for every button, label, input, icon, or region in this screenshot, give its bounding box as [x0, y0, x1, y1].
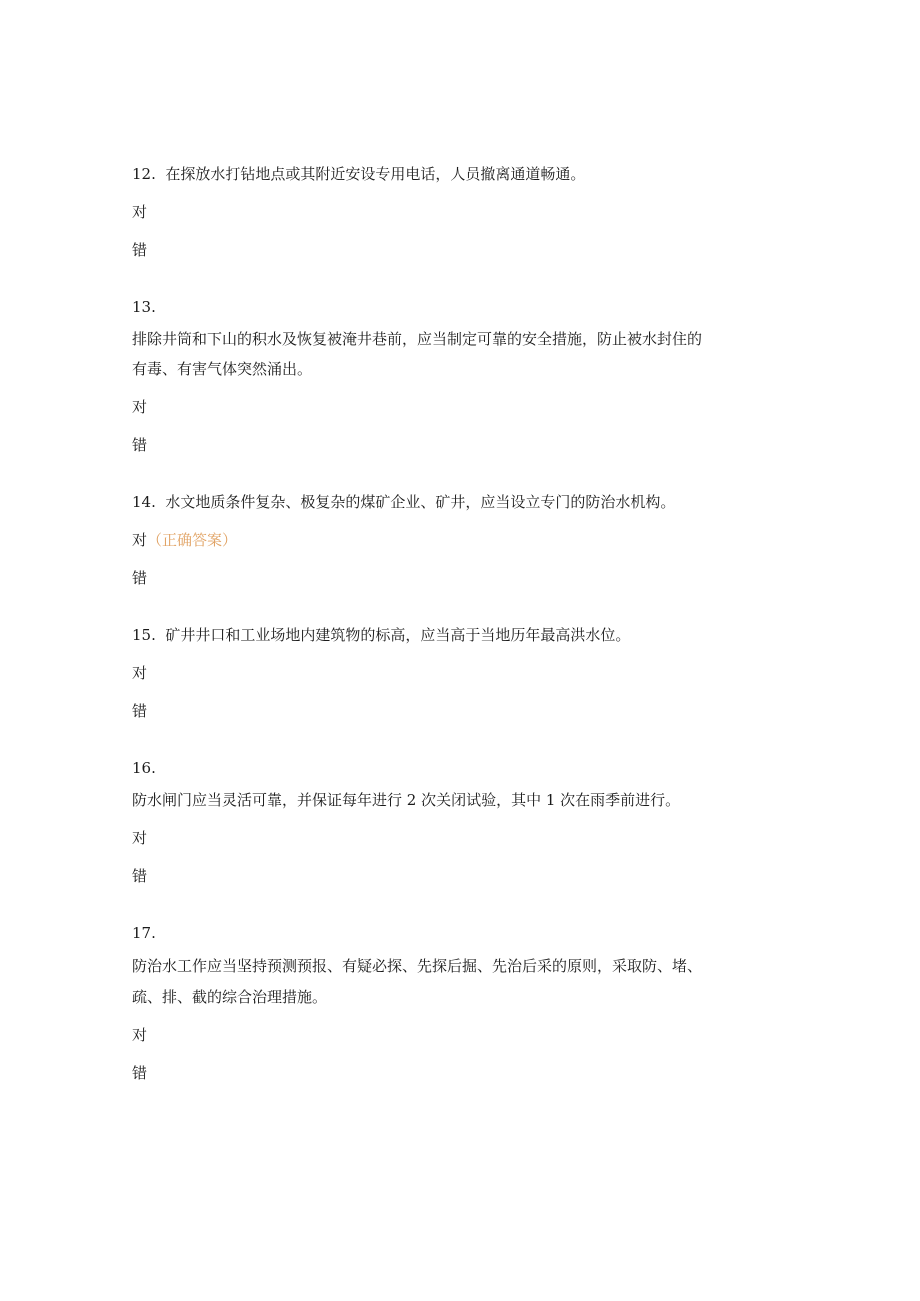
- option-false[interactable]: 错: [132, 867, 148, 885]
- question-text: 矿井井口和工业场地内建筑物的标高，应当高于当地历年最高洪水位。: [165, 626, 631, 644]
- question-number: 12.: [132, 165, 156, 183]
- option-false[interactable]: 错: [132, 241, 148, 259]
- option-false[interactable]: 错: [132, 1064, 148, 1082]
- option-true[interactable]: 对: [132, 203, 148, 221]
- question-12: [132, 164, 585, 184]
- question-number: 15.: [132, 626, 156, 644]
- question-text: 水文地质条件复杂、极复杂的煤矿企业、矿井，应当设立专门的防治水机构。: [165, 493, 676, 511]
- option-true[interactable]: 对: [132, 829, 148, 847]
- question-14: [132, 492, 675, 512]
- question-number: 14.: [132, 493, 156, 511]
- question-number: 13.: [132, 298, 156, 316]
- option-true[interactable]: 对: [132, 1026, 148, 1044]
- option-true[interactable]: 对: [132, 664, 148, 682]
- option-true-row[interactable]: [132, 530, 237, 550]
- option-true[interactable]: 对: [132, 398, 148, 416]
- question-number: 16.: [132, 759, 156, 777]
- question-text-line: 防治水工作应当坚持预测预报、有疑必探、先探后掘、先治后采的原则，采取防、堵、: [132, 957, 703, 975]
- option-false[interactable]: 错: [132, 569, 148, 587]
- question-text-line: 疏、排、截的综合治理措施。: [132, 988, 328, 1006]
- correct-answer-marker: （正确答案）: [147, 531, 238, 549]
- question-15: [132, 625, 630, 645]
- option-true[interactable]: 对: [132, 531, 148, 549]
- option-false[interactable]: 错: [132, 702, 148, 720]
- question-text-line: 排除井筒和下山的积水及恢复被淹井巷前，应当制定可靠的安全措施，防止被水封住的: [132, 330, 703, 348]
- question-number: 17.: [132, 924, 156, 942]
- question-text-line: 防水闸门应当灵活可靠，并保证每年进行 2 次关闭试验，其中 1 次在雨季前进行。: [132, 791, 681, 809]
- question-text: 在探放水打钻地点或其附近安设专用电话，人员撤离通道畅通。: [165, 165, 586, 183]
- option-false[interactable]: 错: [132, 436, 148, 454]
- question-text-line: 有毒、有害气体突然涌出。: [132, 360, 313, 378]
